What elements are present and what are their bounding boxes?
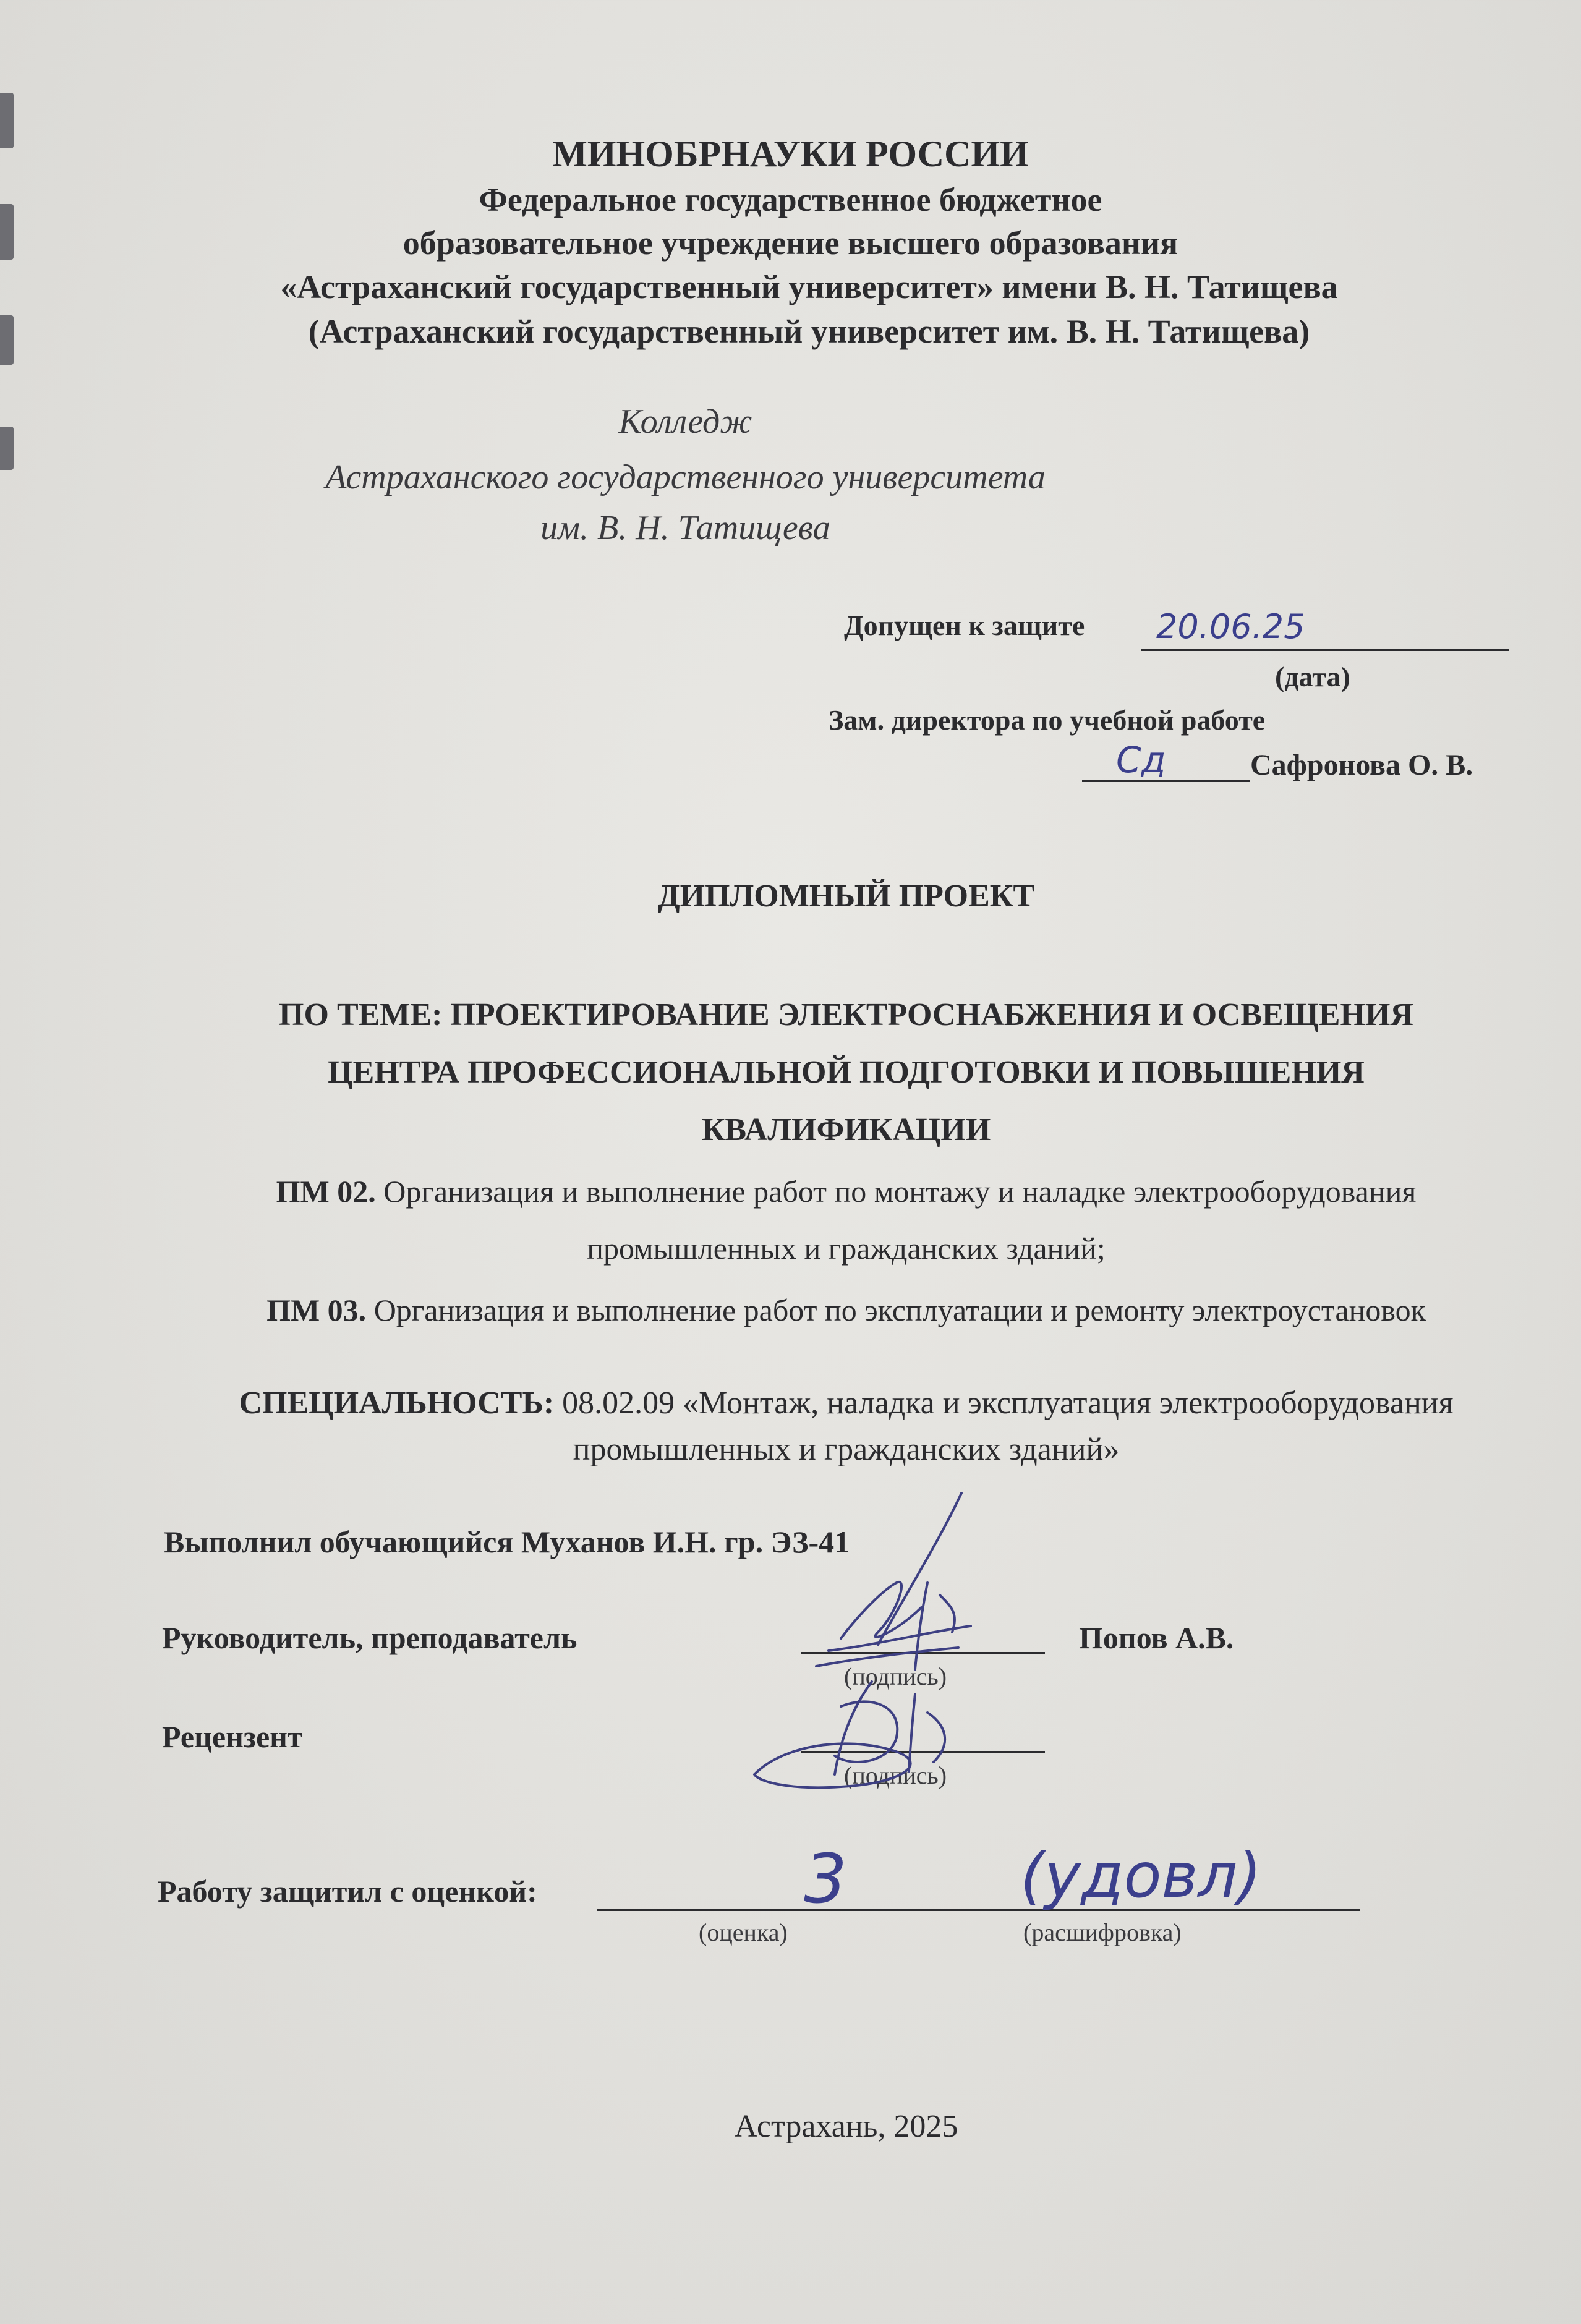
specialty-line-1 <box>56 1385 1581 1421</box>
decode-caption: (расшифровка) <box>1023 1918 1182 1946</box>
admitted-date: 20.06.25 <box>1156 607 1305 646</box>
reviewer-signature <box>748 1669 983 1793</box>
supervisor-name: Попов А.В. <box>1079 1620 1234 1655</box>
admitted-date-line <box>1141 649 1509 651</box>
deputy-name: Сафронова О. В. <box>1250 749 1473 781</box>
college-line-3: им. В. Н. Татищева <box>540 509 830 547</box>
deputy-signature-line <box>1082 780 1250 782</box>
binder-mark <box>0 315 14 365</box>
grade-label: Работу защитил с оценкой: <box>158 1874 537 1909</box>
specialty-label: СПЕЦИАЛЬНОСТЬ: <box>239 1385 555 1421</box>
doc-type: ДИПЛОМНЫЙ ПРОЕКТ <box>657 879 1035 914</box>
pm03-code: ПМ 03. <box>266 1293 367 1327</box>
specialty-text-1: 08.02.09 «Монтаж, наладка и эксплуатация электрооборудования <box>562 1385 1454 1421</box>
pm03-text: Организация и выполнение работ по эксплуатации и ремонту электроустановок <box>373 1293 1426 1327</box>
signature-caption-1: (подпись) <box>844 1662 947 1690</box>
specialty-line-2: промышленных и гражданских зданий» <box>573 1432 1120 1467</box>
reviewer-label: Рецензент <box>162 1719 303 1754</box>
org-line-2: образовательное учреждение высшего образования <box>403 224 1178 262</box>
ministry-name: МИНОБРНАУКИ РОССИИ <box>552 134 1029 174</box>
topic-line-3: КВАЛИФИКАЦИИ <box>701 1112 991 1147</box>
grade-words: (удовл) <box>1020 1839 1262 1912</box>
college-line-2: Астраханского государственного университета <box>325 458 1046 496</box>
deputy-signature: Сд <box>1116 739 1166 781</box>
org-line-4: (Астраханский государственный университет им. В. Н. Татищева) <box>308 313 1310 350</box>
org-line-3: «Астраханский государственный университет» имени В. Н. Татищева <box>280 268 1338 305</box>
college-line-1: Колледж <box>618 402 752 441</box>
admitted-label: Допущен к защите <box>844 610 1085 641</box>
signature-caption-2: (подпись) <box>844 1761 947 1789</box>
grade-caption: (оценка) <box>699 1918 788 1946</box>
pm02-code: ПМ 02. <box>276 1174 376 1209</box>
deputy-label: Зам. директора по учебной работе <box>829 704 1266 736</box>
supervisor-signature <box>804 1490 1026 1688</box>
pm02-line-1 <box>56 1173 1581 1209</box>
topic-line-2: ЦЕНТРА ПРОФЕССИОНАЛЬНОЙ ПОДГОТОВКИ И ПОВЫШЕНИЯ <box>328 1055 1365 1090</box>
student-line: Выполнил обучающийся Муханов И.Н. гр. ЭЗ-41 <box>164 1525 850 1559</box>
pm02-text-1: Организация и выполнение работ по монтажу и наладке электрооборудования <box>383 1174 1417 1209</box>
pm03-line <box>56 1292 1581 1328</box>
pm02-line-2: промышленных и гражданских зданий; <box>587 1231 1106 1266</box>
org-line-1: Федеральное государственное бюджетное <box>479 181 1102 218</box>
grade-value: 3 <box>804 1839 847 1918</box>
city-year: Астрахань, 2025 <box>734 2109 958 2144</box>
date-caption: (дата) <box>1275 661 1350 692</box>
topic-line-1: ПО ТЕМЕ: ПРОЕКТИРОВАНИЕ ЭЛЕКТРОСНАБЖЕНИЯ И ОСВЕЩЕНИЯ <box>279 997 1413 1032</box>
supervisor-label: Руководитель, преподаватель <box>162 1620 577 1655</box>
